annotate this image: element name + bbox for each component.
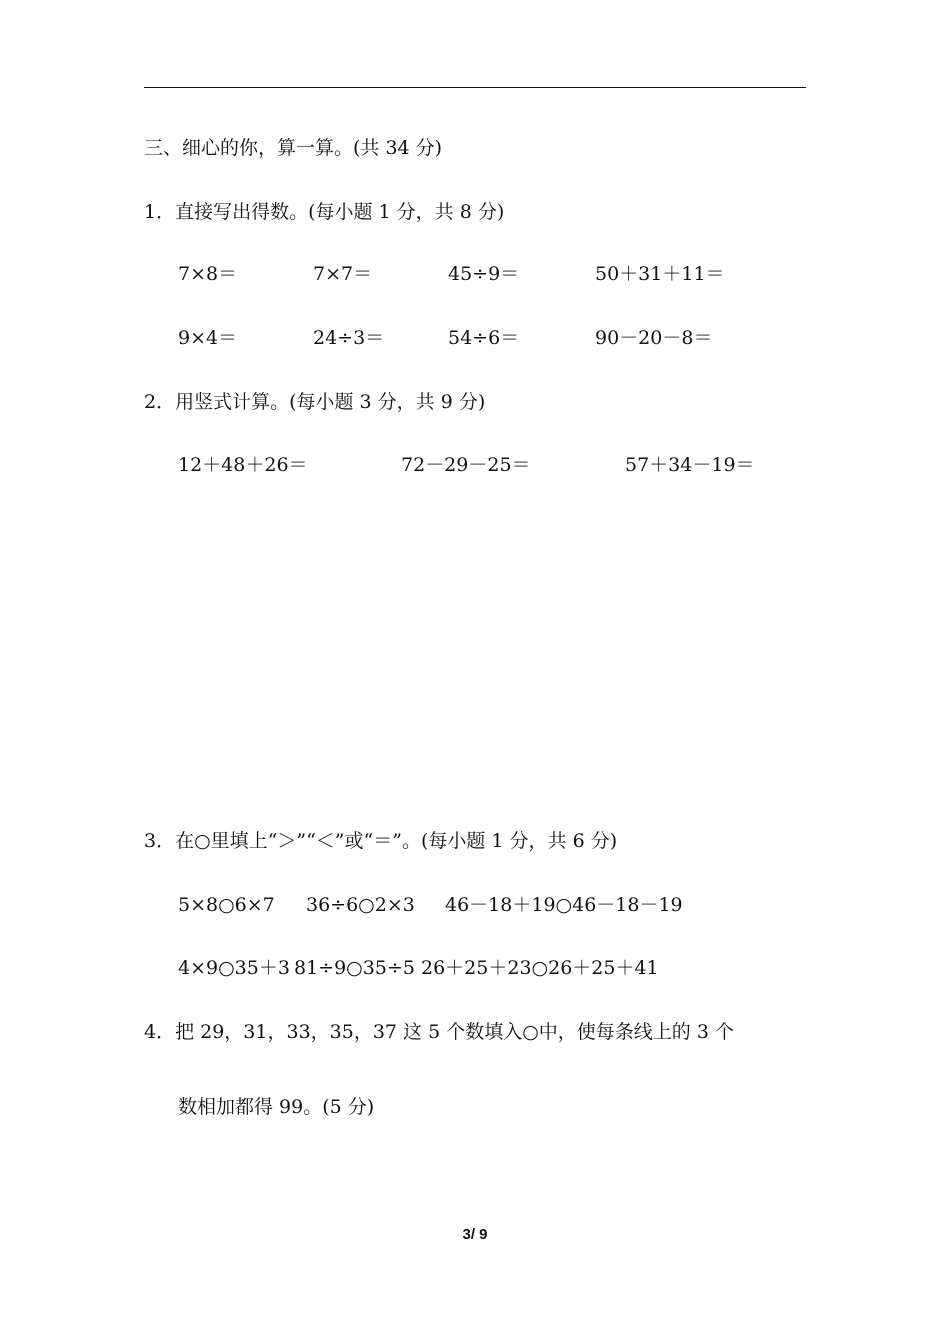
q1-expr: 24÷3＝ xyxy=(313,327,385,349)
q1-expr: 54÷6＝ xyxy=(448,327,520,349)
q3-expr: 46－18＋19○46－18－19 xyxy=(445,894,683,916)
q3-expr: 5×8○6×7 xyxy=(178,894,275,916)
q3-expr: 26＋25＋23○26＋25＋41 xyxy=(421,957,659,979)
q1-title: 1．直接写出得数。(每小题 1 分，共 8 分) xyxy=(144,201,505,223)
q4-title-line1: 4．把 29，31，33，35，37 这 5 个数填入○中，使每条线上的 3 个 xyxy=(144,1021,734,1043)
q3-expr: 36÷6○2×3 xyxy=(306,894,415,916)
q4-title-line2: 数相加都得 99。(5 分) xyxy=(178,1096,375,1118)
q3-expr: 81÷9○35÷5 xyxy=(294,957,415,979)
q2-title: 2．用竖式计算。(每小题 3 分，共 9 分) xyxy=(144,391,486,413)
header-rule xyxy=(144,87,806,88)
q1-expr: 45÷9＝ xyxy=(448,263,520,285)
q1-expr: 90－20－8＝ xyxy=(595,327,713,349)
q3-expr: 4×9○35＋3 xyxy=(178,957,290,979)
q1-expr: 7×7＝ xyxy=(313,263,373,285)
q3-title: 3．在○里填上“＞”“＜”或“＝”。(每小题 1 分，共 6 分) xyxy=(144,830,618,852)
q1-expr: 9×4＝ xyxy=(178,327,238,349)
q2-expr: 12＋48＋26＝ xyxy=(178,454,308,476)
page-number: 3/ 9 xyxy=(462,1226,488,1243)
section-title: 三、细心的你，算一算。(共 34 分) xyxy=(144,137,443,159)
q2-expr: 57＋34－19＝ xyxy=(625,454,755,476)
q1-expr: 50＋31＋11＝ xyxy=(595,263,725,285)
q1-expr: 7×8＝ xyxy=(178,263,238,285)
q2-expr: 72－29－25＝ xyxy=(401,454,531,476)
